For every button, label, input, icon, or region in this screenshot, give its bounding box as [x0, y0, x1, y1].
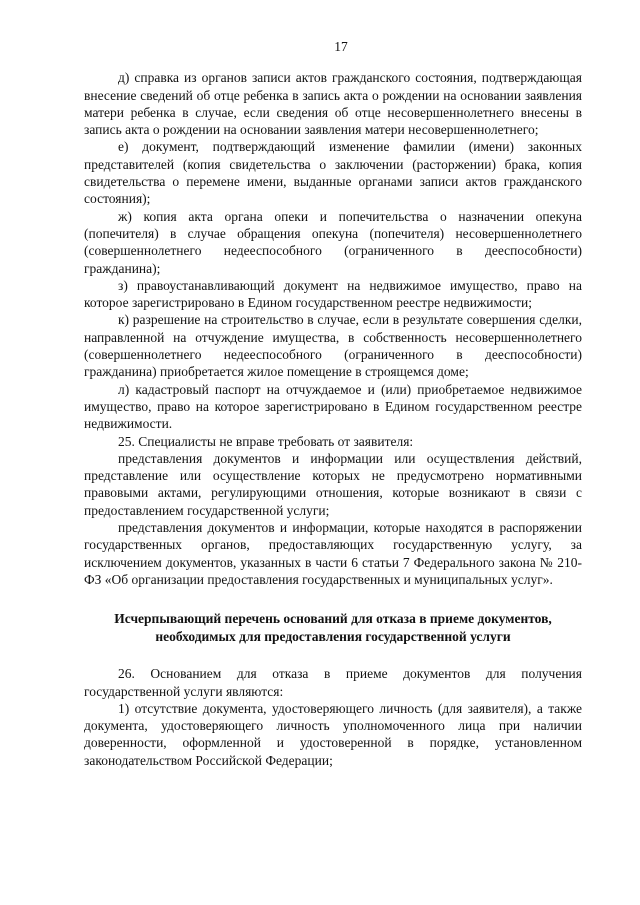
- page-number: 17: [334, 39, 348, 54]
- paragraph-d: д) справка из органов записи актов гражданского состояния, подтверждающая внесение сведений об отце ребенка в запись акта о рождении на основании заявления матери ребенка в случае, если сведения об отце несовершеннолетнего внесены в запись акта о рождении на основании заявления матери несовершеннолетнего;: [84, 70, 582, 138]
- paragraphs-before: [84, 69, 582, 588]
- paragraph-26-item-1: 1) отсутствие документа, удостоверяющего личность (для заявителя), а также документа, удостоверяющего личность уполномоченного лица при наличии доверенности, оформленной и удостоверенной в порядке, установленном законодательством Российской Федерации;: [84, 700, 582, 768]
- paragraph-z: з) правоустанавливающий документ на недвижимое имущество, право на которое зарегистрировано в Едином государственном реестре недвижимости;: [84, 277, 582, 311]
- section-heading-line-2: необходимых для предоставления государственной услуги: [155, 628, 511, 644]
- section-heading-line-1: Исчерпывающий перечень оснований для отказа в приеме документов,: [114, 611, 552, 627]
- paragraph-25: 25. Специалисты не вправе требовать от заявителя:: [118, 433, 414, 449]
- paragraph-e: е) документ, подтверждающий изменение фамилии (имени) законных представителей (копия свидетельства о заключении (расторжении) брака, копия свидетельства о перемене имени, выданные органами записи актов гражданского состояния);: [84, 139, 582, 207]
- paragraph-k: к) разрешение на строительство в случае, если в результате совершения сделки, направленной на отчуждение имущества, в собственность несовершеннолетнего (совершеннолетнего недееспособного (ограниченного в дееспособности) гражданина) приобретается жилое помещение в строящемся доме;: [84, 312, 582, 380]
- paragraph-26: 26. Основанием для отказа в приеме документов для получения государственной услуги являются:: [84, 666, 582, 699]
- paragraph-l: л) кадастровый паспорт на отчуждаемое и (или) приобретаемое недвижимое имущество, право на которое зарегистрировано в Едином государственном реестре недвижимости.: [84, 381, 582, 432]
- paragraph-25-item-1: представления документов и информации или осуществления действий, представление или осуществление которых не предусмотрено нормативными правовыми актами, регулирующими отношения, которые возникают в связи с предоставлением государственной услуги;: [84, 450, 582, 518]
- paragraph-25-item-2: представления документов и информации, которые находятся в распоряжении государственных органов, предоставляющих государственную услугу, за исключением документов, указанных в части 6 статьи 7 Федерального закона № 210-ФЗ «Об организации предоставления государственных и муниципальных услуг».: [84, 520, 582, 587]
- section-heading: [84, 610, 582, 645]
- paragraphs-after: [84, 665, 582, 769]
- paragraph-zh: ж) копия акта органа опеки и попечительства о назначении опекуна (попечителя) в случае обращения опекуна (попечителя) несовершеннолетнего (совершеннолетнего недееспособного (ограниченного в дееспособности) гражданина);: [84, 208, 582, 276]
